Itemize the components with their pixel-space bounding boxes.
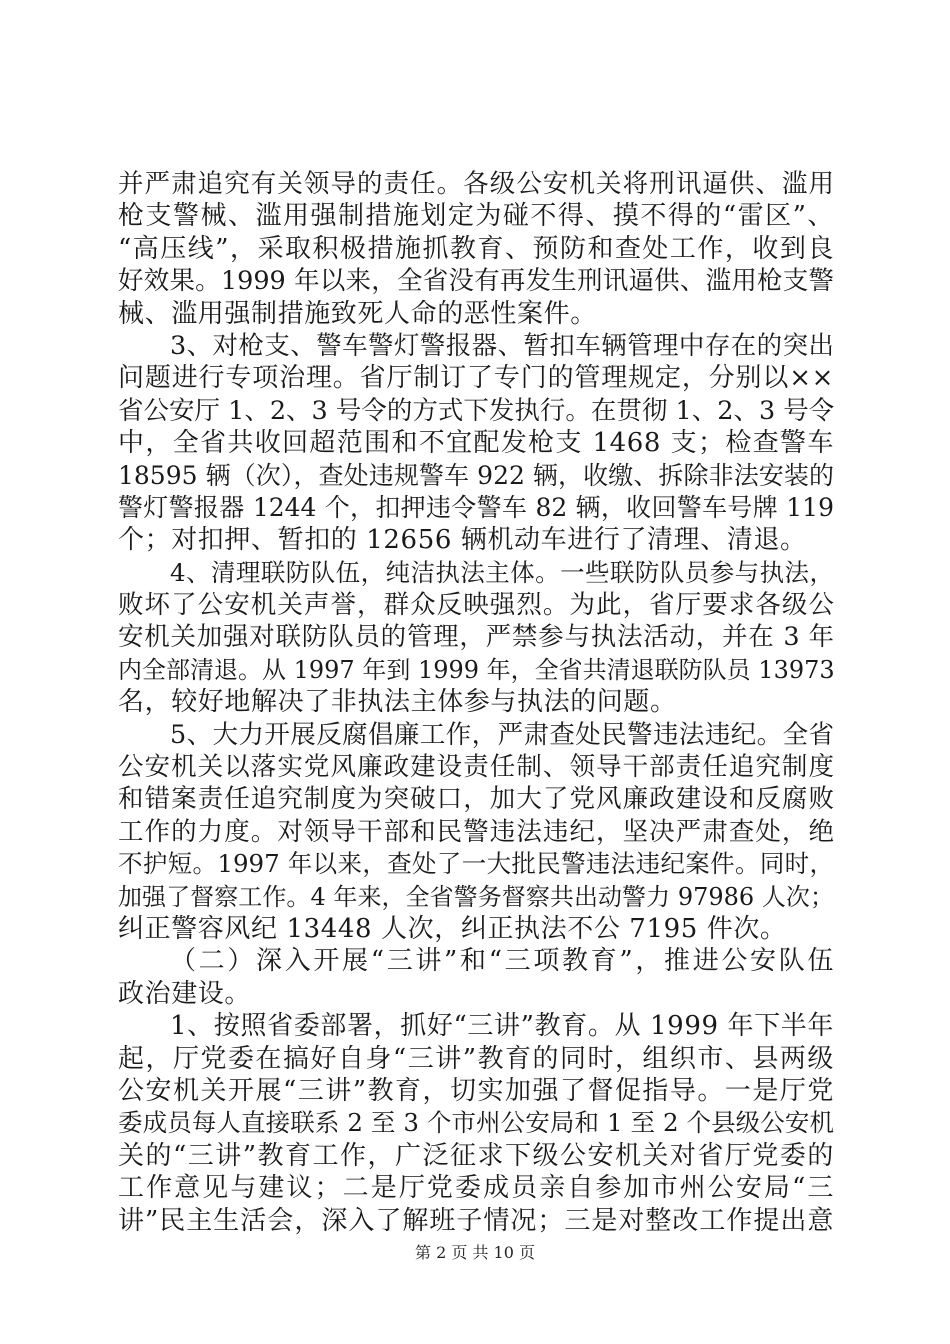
text-line: 委成员每人直接联系 2 至 3 个市州公安局和 1 至 2 个县级公安机 <box>118 1108 834 1138</box>
text-line: 公安机关以落实党风廉政建设责任制、领导干部责任追究制度 <box>118 752 834 783</box>
text-line: 纠正警容风纪 13448 人次，纠正执法不公 7195 件次。 <box>118 913 787 944</box>
text-line: 安机关加强对联防队员的管理，严禁参与执法活动，并在 3 年 <box>118 622 834 653</box>
text-line: 内全部清退。从 1997 年到 1999 年，全省共清退联防队员 13973 <box>118 655 835 684</box>
text-line: 和错案责任追究制度为突破口，加大了党风廉政建设和反腐败 <box>118 784 834 815</box>
body-text <box>118 168 834 1237</box>
text-line: 加强了督察工作。4 年来，全省警务督察共出动警力 97986 人次； <box>118 882 834 911</box>
text-line: “高压线”，采取积极措施抓教育、预防和查处工作，收到良 <box>118 233 834 264</box>
text-line: 名，较好地解决了非执法主体参与执法的问题。 <box>118 687 677 718</box>
text-line: 好效果。1999 年以来，全省没有再发生刑讯逼供、滥用枪支警 <box>118 266 834 297</box>
text-line: 械、滥用强制措施致死人命的恶性案件。 <box>118 298 597 329</box>
text-line: 并严肃追究有关领导的责任。各级公安机关将刑讯逼供、滥用 <box>118 169 834 199</box>
text-line: 3、对枪支、警车警灯警报器、暂扣车辆管理中存在的突出 <box>170 330 834 361</box>
text-line: 个；对扣押、暂扣的 12656 辆机动车进行了清理、清退。 <box>118 525 807 556</box>
text-line: 政治建设。 <box>118 978 252 1009</box>
text-line: 5、大力开展反腐倡廉工作，严肃查处民警违法违纪。全省 <box>170 719 834 750</box>
text-line: 中，全省共收回超范围和不宜配发枪支 1468 支；检查警车 <box>118 428 834 459</box>
text-line: 工作意见与建议；二是厅党委成员亲自参加市州公安局“三 <box>118 1173 834 1204</box>
text-line: 败坏了公安机关声誉，群众反映强烈。为此，省厅要求各级公 <box>118 590 834 621</box>
text-line: 4、清理联防队伍，纯洁执法主体。一些联防队员参与执法， <box>170 557 834 587</box>
text-line: 不护短。1997 年以来，查处了一大批民警违法违纪案件。同时， <box>118 849 834 879</box>
text-line: （二）深入开展“三讲”和“三项教育”，推进公安队伍 <box>170 946 834 977</box>
text-line: 工作的力度。对领导干部和民警违法违纪，坚决严肃查处，绝 <box>118 816 834 847</box>
text-line: 公安机关开展“三讲”教育，切实加强了督促指导。一是厅党 <box>118 1075 834 1106</box>
text-line: 问题进行专项治理。省厅制订了专门的管理规定，分别以×× <box>118 363 834 394</box>
text-line: 起，厅党委在搞好自身“三讲”教育的同时，组织市、县两级 <box>118 1043 834 1074</box>
text-line: 讲”民主生活会，深入了解班子情况；三是对整改工作提出意 <box>118 1205 834 1236</box>
page-footer: 第 2 页 共 10 页 <box>415 1243 535 1262</box>
text-line: 18595 辆（次），查处违规警车 922 辆，收缴、拆除非法安装的 <box>118 460 834 490</box>
text-line: 警灯警报器 1244 个，扣押违令警车 82 辆，收回警车号牌 119 <box>118 492 834 522</box>
text-line: 1、按照省委部署，抓好“三讲”教育。从 1999 年下半年 <box>170 1011 834 1042</box>
text-line: 枪支警械、滥用强制措施划定为碰不得、摸不得的“雷区”、 <box>118 201 834 232</box>
text-line: 省公安厅 1、2、3 号令的方式下发执行。在贯彻 1、2、3 号令 <box>118 395 835 426</box>
text-line: 关的“三讲”教育工作，广泛征求下级公安机关对省厅党委的 <box>118 1140 834 1171</box>
